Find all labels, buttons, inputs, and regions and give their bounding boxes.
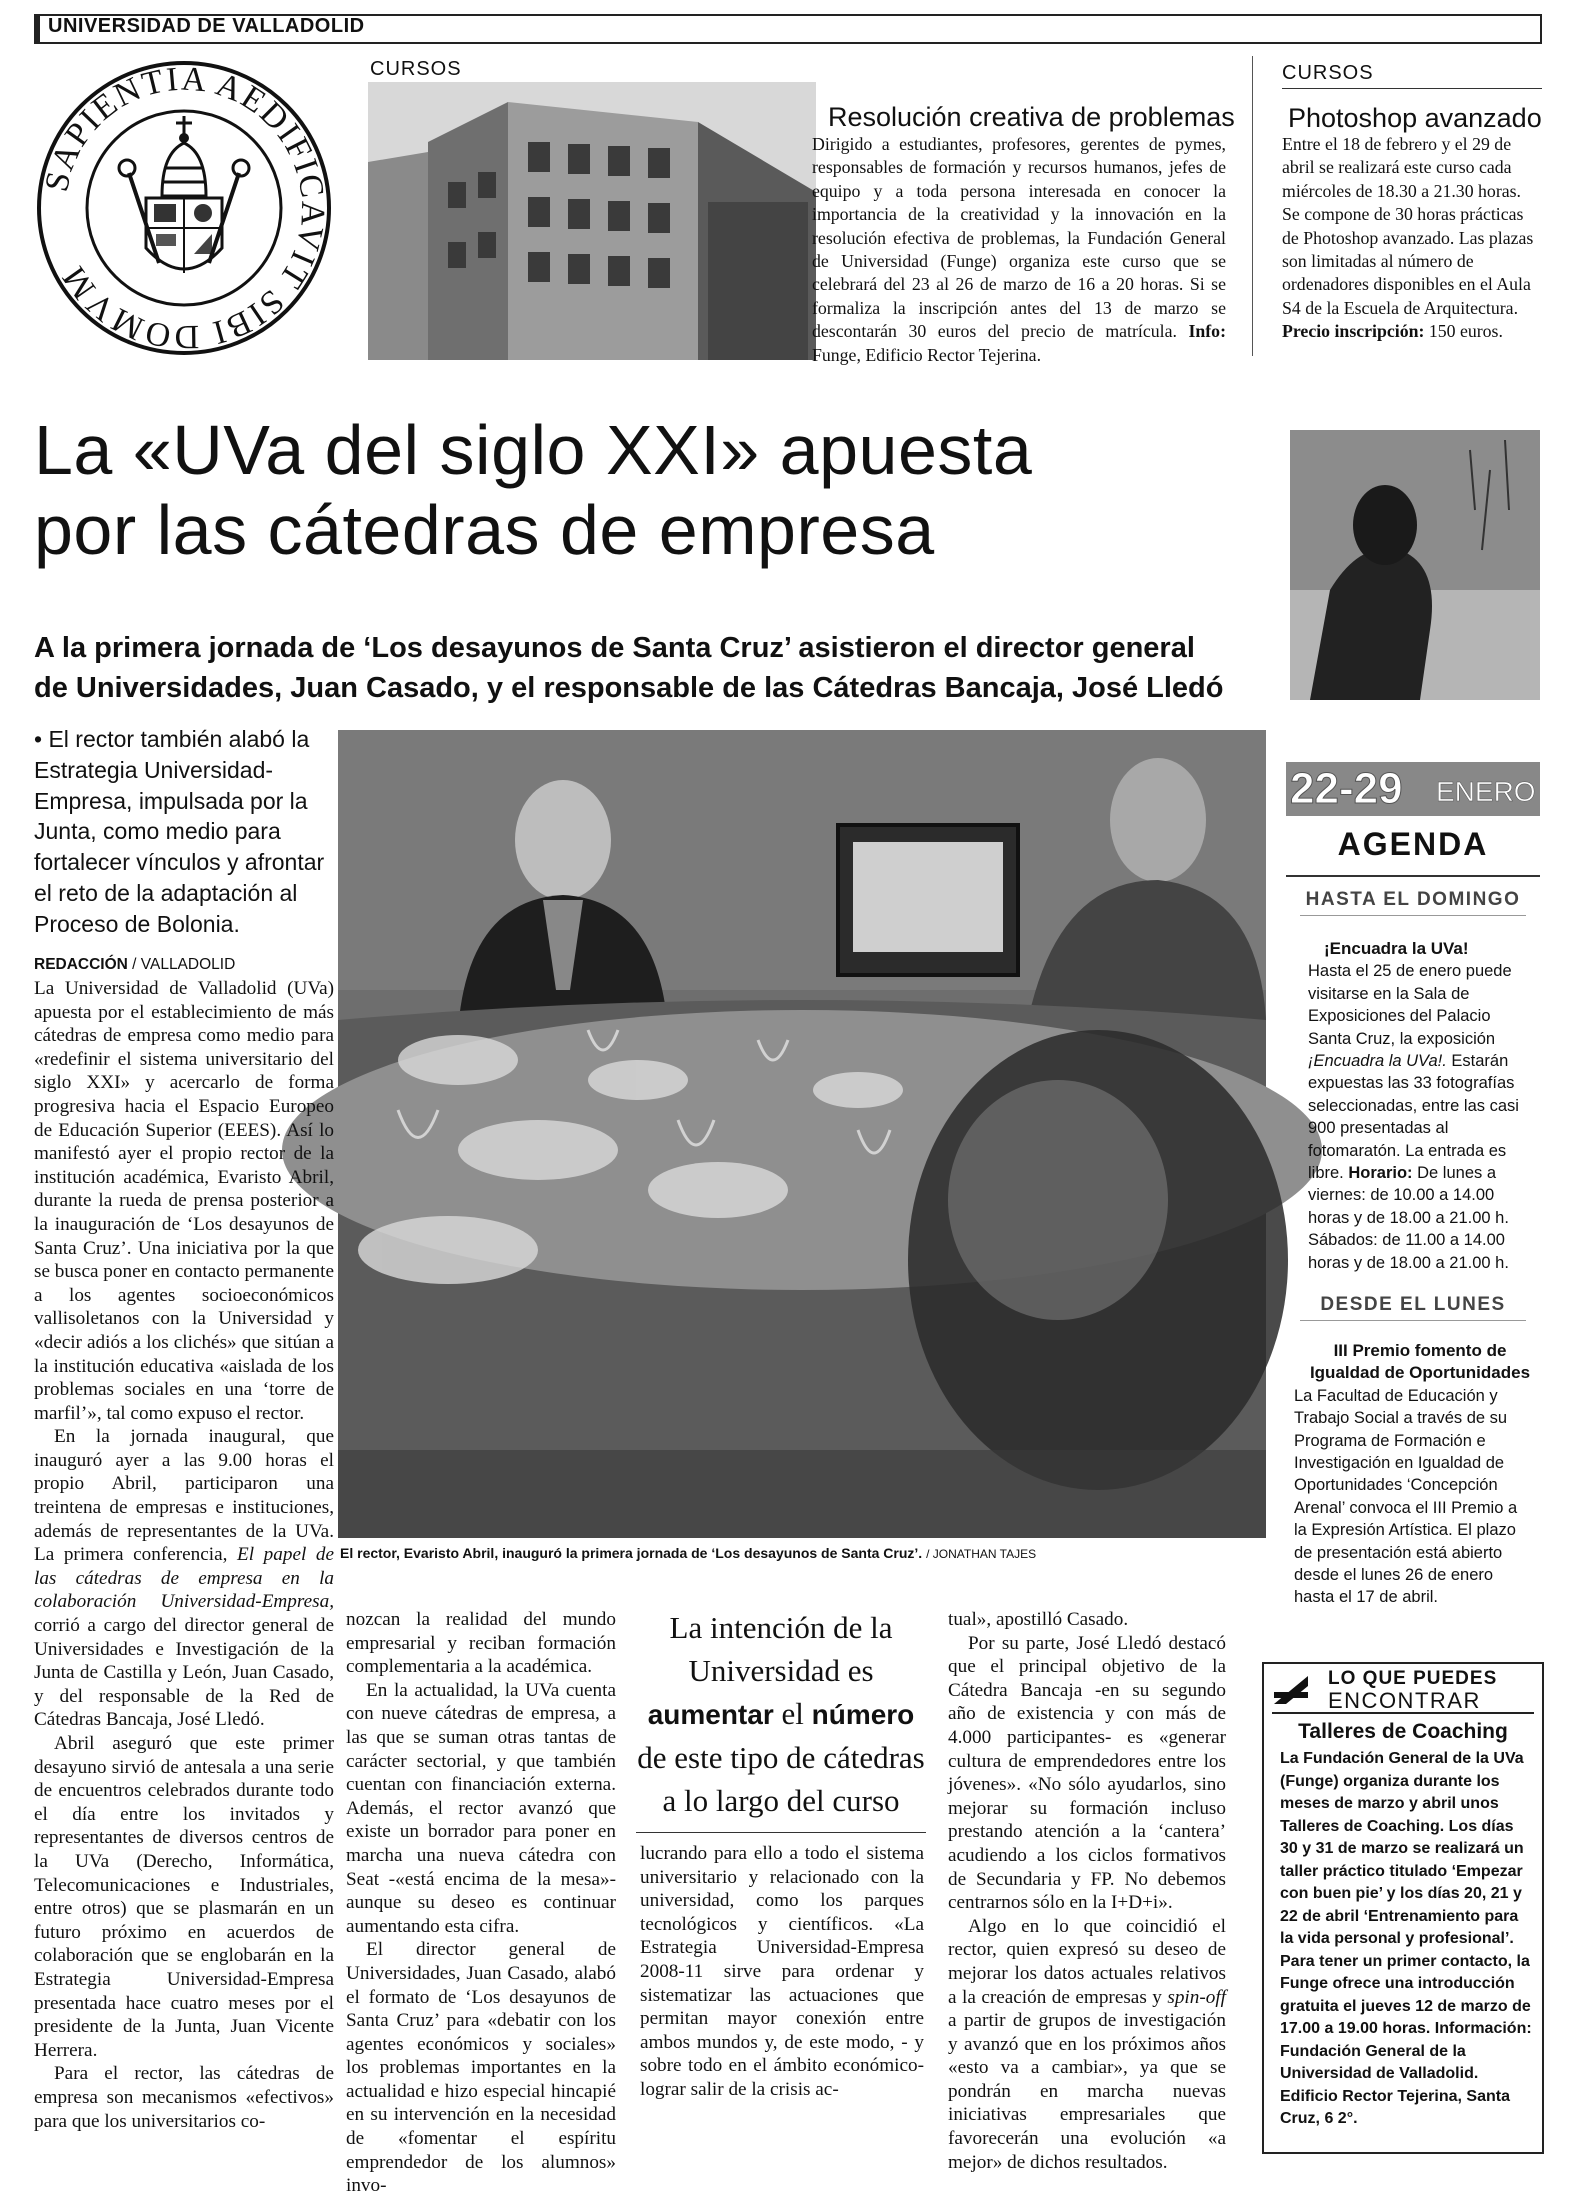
agenda-item-1 bbox=[1294, 938, 1532, 1274]
curso2-body-text: Entre el 18 de febrero y el 29 de abril se realizará este curso cada miércoles de 18.30 a 21.30 horas. Se compone de 30 horas prácticas de Photoshop avanzado. Las plazas son limitadas al número de ordenadores disponibles en el Aula S4 de la Escuela de Arquitectura. bbox=[1282, 134, 1534, 318]
col4-p3-end: a partir de grupos de investigación y avanzó que en los próximos años «esto va a cambiar», ya que se pondrán en marcha nuevas iniciativas empresariales que favorecerán una evolución «a mejor» de dichos resultados. bbox=[948, 2010, 1226, 2173]
lopuedes-title: Talleres de Coaching bbox=[1298, 1720, 1508, 1743]
photo-caption bbox=[340, 1545, 1240, 1561]
lopuedes-header-1: LO QUE PUEDES bbox=[1328, 1668, 1498, 1689]
curso2-kicker: CURSOS bbox=[1282, 62, 1374, 84]
col1-p2-end: corrió a cargo del director general de Universidades e Investigación de la Junta de Castilla y León, Juan Casado, y del responsable de la Red de Cátedras Bancaja, José Lledó. bbox=[34, 1615, 334, 1731]
pull-bold-1: aumentar bbox=[647, 1699, 774, 1730]
arrow-logo-icon bbox=[1272, 1674, 1310, 1708]
col3-paragraph-1: lucrando para ello a todo el sistema universitario y relacionado con la universidad, como los parques tecnológicos y científicos. «La Estrategia Universidad-Empresa 2008-11 sirve para ordenar y sistematizar las actuaciones que permitan mayor conexión entre ambos mundos y, de este modo, - y sobre todo en el ámbito económico- lograr salir de la crisis ac- bbox=[640, 1843, 924, 2100]
seal-icon bbox=[34, 58, 334, 358]
agenda-month: ENERO bbox=[1436, 776, 1536, 807]
lopuedes-header-band bbox=[1272, 1670, 1534, 1714]
main-photo bbox=[338, 730, 1266, 1538]
caption-credit: / JONATHAN TAJES bbox=[926, 1547, 1037, 1561]
subhead-line-2: de Universidades, Juan Casado, y el responsable de las Cátedras Bancaja, José Lledó bbox=[34, 672, 1224, 704]
col4-paragraph-3 bbox=[948, 1915, 1226, 2175]
university-seal bbox=[34, 58, 334, 358]
agenda-item1-italic: ¡Encuadra la UVa!. bbox=[1308, 1052, 1447, 1071]
lopuedes-body: La Fundación General de la UVa (Funge) organiza durante los meses de marzo y abril unos Talleres de Coaching. Los días 30 y 31 de marzo se realizará un taller práctico titulado ‘Empezar con buen pie’ y los días 20, 21 y 22 de abril ‘Entrenamiento para la vida personal y profesional’. Para tener un primer contacto, la Funge ofrece una introducción gratuita el jueves 12 de marzo de 17.00 a 19.00 horas. Información: Fundación General de la Universidad de Valladolid. Edificio Rector Tejerina, Santa Cruz, 6 2°. bbox=[1280, 1750, 1532, 2127]
agenda-item1-title: ¡Encuadra la UVa! bbox=[1324, 939, 1469, 958]
curso1-info: Funge, Edificio Rector Tejerina. bbox=[812, 344, 1042, 365]
curso1-body-text: Dirigido a estudiantes, profesores, gerentes de pymes, responsables de formación y recursos humanos, jefes de equipo y a toda persona interesada en conocer la importancia de la creatividad y la innovación en la resolución efectiva de problemas, la Fundación General de Universidad (Funge) organiza este curso que se celebrará del 23 al 26 de marzo de 16 a 20 horas. Si se formaliza la inscripción antes del 13 de marzo se descontarán 30 euros del precio de matrícula. bbox=[812, 134, 1226, 342]
article-col-3 bbox=[640, 1842, 924, 2102]
byline bbox=[34, 956, 235, 974]
headline-line-1: La «UVa del siglo XXI» apuesta bbox=[34, 411, 1033, 489]
col2-paragraph-3: El director general de Universidades, Juan Casado, alabó el formato de ‘Los desayunos de Santa Cruz’ para «debatir con los agentes económicos y sociales» los problemas importantes en la actualidad e hizo especial hincapié en su intervención en la necesidad de «fomentar el espíritu emprendedor de los alumnos» invo- bbox=[346, 1939, 616, 2197]
curso1-title: Resolución creativa de problemas bbox=[828, 102, 1235, 132]
headline bbox=[34, 410, 1274, 570]
agenda-sub2-rule bbox=[1300, 1320, 1526, 1321]
column-divider bbox=[1252, 56, 1253, 356]
agenda-item1-body bbox=[1294, 960, 1532, 1274]
agenda-item2-title: III Premio fomento de Igualdad de Oportunidades bbox=[1309, 1341, 1531, 1383]
col4-p3-text: Algo en lo que coincidió el rector, quien expresó su deseo de mejorar los datos actuales relativos a la creación de empresas y bbox=[948, 1915, 1226, 2008]
col4-paragraph-2: Por su parte, José Lledó destacó que el principal objetivo de la Cátedra Bancaja -en su segundo año de existencia y con más de 4.000 participantes- es «generar cultura de emprendedores entre los jóvenes». «No sólo ayudarlos, sino mejorar su formación incluso prestando atención a la ‘cantera’ acudiendo a los ciclos formativos de Secundaria y FP. No debemos centrarnos sólo en la I+D+i». bbox=[948, 1632, 1226, 1914]
col2-paragraph-1: nozcan la realidad del mundo empresarial y reciban formación complementaria a la académica. bbox=[346, 1609, 616, 1678]
pull-bold-2: número bbox=[811, 1699, 915, 1730]
col2-paragraph-2: En la actualidad, la UVa cuenta con nueve cátedras de empresa, a las que se suman otras tantas de carácter sectorial, y que también cuentan con financiación externa. Además, el rector avanzó que existe un borrador para poner en marcha una nueva cátedra con Seat -«está encima de la mesa»- aunque su deseo es continuar aumentando esta cifra. bbox=[346, 1679, 616, 1937]
agenda-item1-text-b: Estarán expuestas las 33 fotografías seleccionadas, entre las casi 900 presentadas al fotomaratón. La entrada es libre. bbox=[1308, 1052, 1519, 1183]
article-col-2 bbox=[346, 1608, 616, 2198]
article-col-1 bbox=[34, 977, 334, 2133]
agenda-item2-body: La Facultad de Educación y Trabajo Social a través de su Programa de Formación e Investigación en Igualdad de Oportunidades ‘Concepción Arenal’ convoca el III Premio a la Expresión Artística. El plazo de presentación está abierto desde el lunes 26 de enero hasta el 17 de abril. bbox=[1294, 1386, 1518, 1607]
agenda-item1-text-a: Hasta el 25 de enero puede visitarse en la Sala de Exposiciones del Palacio Santa Cruz, la exposición bbox=[1308, 962, 1512, 1048]
agenda-item-2 bbox=[1294, 1340, 1532, 1609]
agenda-sub-2: DESDE EL LUNES bbox=[1320, 1294, 1506, 1315]
svg-text:SAPIENTIA AEDIFICAVIT SIBI DOM: SAPIENTIA AEDIFICAVIT SIBI DOMVM bbox=[38, 60, 332, 356]
intro-lead: • El rector también alabó la Estrategia Universidad-Empresa, impulsada por la Junta, como medio para fortalecer vínculos y afrontar el reto de la adaptación al Proceso de Bolonia. bbox=[34, 726, 325, 937]
col1-paragraph-3: Abril aseguró que este primer desayuno sirvió de antesala a una serie de encuentros celebrados durante todo el día entre los invitados y representantes de diversos centros de la UVa (Derecho, Informática, Telecomunicaciones e Industriales, entre otros) que se plasmarán en un futuro próximo en acuerdos de colaboración que se englobarán en la Estrategia Universidad-Empresa presentada hace cuatro meses por el presidente de la Junta, Juan Vicente Herrera. bbox=[34, 1733, 334, 2061]
col4-paragraph-1: tual», apostilló Casado. bbox=[948, 1609, 1129, 1630]
curso2-price-label: Precio inscripción: bbox=[1282, 321, 1425, 342]
curso2-title: Photoshop avanzado bbox=[1288, 103, 1542, 133]
byline-author: REDACCIÓN bbox=[34, 956, 128, 973]
curso2-body bbox=[1282, 133, 1540, 344]
building-photo bbox=[368, 82, 816, 360]
section-label: UNIVERSIDAD DE VALLADOLID bbox=[48, 15, 365, 37]
agenda-sub1-rule bbox=[1300, 915, 1526, 916]
pull-quote bbox=[636, 1606, 926, 1833]
col1-p2-italic: El papel de las cátedras de empresa en la colaboración Universidad-Empresa, bbox=[34, 1544, 335, 1613]
agenda-dates: 22-29 bbox=[1290, 764, 1403, 813]
agenda-title: AGENDA bbox=[1337, 826, 1489, 862]
article-col-4 bbox=[948, 1608, 1226, 2174]
col4-p3-italic: spin-off bbox=[1167, 1986, 1227, 2008]
curso2-price: 150 euros. bbox=[1428, 321, 1503, 342]
pull-text-1: La intención de la Universidad es bbox=[669, 1610, 893, 1688]
curso1-kicker: CURSOS bbox=[370, 58, 462, 80]
curso2-kicker-rule bbox=[1282, 88, 1542, 89]
subhead bbox=[34, 628, 1274, 708]
agenda-item1-hours: De lunes a viernes: de 10.00 a 14.00 horas y de 18.00 a 21.00 h. Sábados: de 11.00 a 14.00 horas y de 18.00 a 21.00 h. bbox=[1308, 1164, 1509, 1272]
pull-text-2: el bbox=[781, 1696, 804, 1731]
subhead-line-1: A la primera jornada de ‘Los desayunos de Santa Cruz’ asistieron el director general bbox=[34, 632, 1195, 664]
col1-paragraph-4: Para el rector, las cátedras de empresa son mecanismos «efectivos» para que los universitarios co- bbox=[34, 2063, 334, 2132]
caption-text: El rector, Evaristo Abril, inauguró la primera jornada de ‘Los desayunos de Santa Cruz’. bbox=[340, 1545, 923, 1561]
lopuedes-header-2: ENCONTRAR bbox=[1328, 1688, 1481, 1713]
sidebar-photo bbox=[1290, 430, 1540, 700]
pull-text-3: de este tipo de cátedras a lo largo del curso bbox=[637, 1740, 925, 1818]
curso1-info-label: Info: bbox=[1188, 321, 1226, 342]
col1-paragraph-1: La Universidad de Valladolid (UVa) apuesta por el establecimiento de más cátedras de empresa como medio para «redefinir el sistema universitario del siglo XXI» y acercarlo de forma progresiva hacia el Espacio Europeo de Educación Superior (EEES). Así lo manifestó ayer el propio rector de la institución académica, Evaristo Abril, durante la rueda de prensa posterior a la inauguración de ‘Los desayunos de Santa Cruz’. Una iniciativa por la que se busca poner en contacto permanente a los agentes socioeconómicos vallisoletanos con la Universidad y «decir adiós a los clichés» que sitúan a la institución educativa «aislada de los problemas sociales en una ‘torre de marfil’», tal como expuso el rector. bbox=[34, 978, 334, 1424]
col1-paragraph-2 bbox=[34, 1425, 334, 1732]
agenda-sub-1: HASTA EL DOMINGO bbox=[1305, 889, 1521, 910]
agenda-date-band bbox=[1286, 762, 1540, 816]
agenda-item1-hours-label: Horario: bbox=[1348, 1164, 1413, 1183]
col1-p2-text: En la jornada inaugural, que inauguró ayer a las 9.00 horas el propio Abril, participaron una treintena de empresas e instituciones, además de representantes de la UVa. La primera conferencia, bbox=[34, 1426, 334, 1566]
curso1-body bbox=[812, 133, 1226, 367]
byline-place: / VALLADOLID bbox=[127, 956, 236, 973]
headline-line-2: por las cátedras de empresa bbox=[34, 491, 935, 569]
agenda-rule-top bbox=[1286, 875, 1540, 877]
